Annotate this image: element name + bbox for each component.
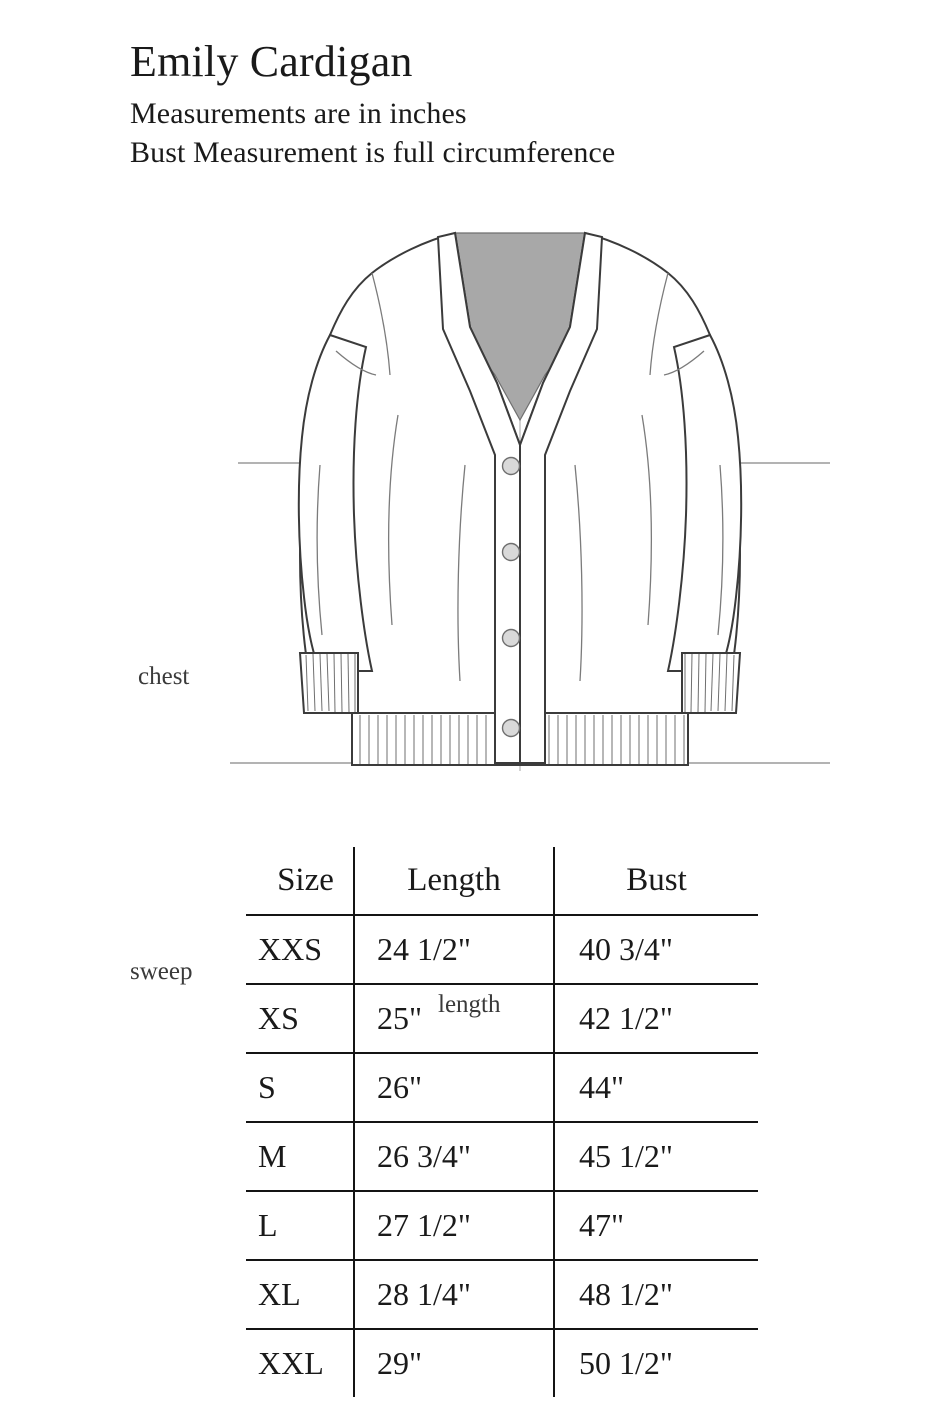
- cell-length: 26": [354, 1053, 554, 1122]
- button-1: [503, 458, 520, 475]
- size-table: [246, 847, 758, 1397]
- cell-size: S: [246, 1053, 354, 1122]
- table-row: [246, 1053, 758, 1122]
- units-note: Measurements are in inches: [130, 96, 467, 130]
- length-label: length: [438, 991, 501, 1018]
- table-row: [246, 984, 758, 1053]
- cell-size: XXS: [246, 915, 354, 984]
- column-header-size: Size: [246, 847, 354, 915]
- table-row: [246, 915, 758, 984]
- cell-bust: 47": [554, 1191, 758, 1260]
- button-3: [503, 630, 520, 647]
- cell-bust: 42 1/2": [554, 984, 758, 1053]
- cell-bust: 44": [554, 1053, 758, 1122]
- size-chart: [246, 847, 758, 1397]
- cell-size: XXL: [246, 1329, 354, 1397]
- page-title: Emily Cardigan: [130, 37, 413, 86]
- cell-length: 26 3/4": [354, 1122, 554, 1191]
- cardigan-illustration: [0, 215, 940, 820]
- cell-size: XS: [246, 984, 354, 1053]
- bust-note: Bust Measurement is full circumference: [130, 135, 616, 169]
- cell-bust: 45 1/2": [554, 1122, 758, 1191]
- document-header: [130, 38, 890, 172]
- cell-bust: 50 1/2": [579, 1345, 673, 1381]
- table-row: [246, 1260, 758, 1329]
- sweep-label: sweep: [130, 958, 193, 985]
- cell-length: 24 1/2": [354, 915, 554, 984]
- cell-size: XL: [246, 1260, 354, 1329]
- table-header-row: [246, 847, 758, 915]
- cell-length: 27 1/2": [354, 1191, 554, 1260]
- chest-label: chest: [138, 663, 190, 690]
- cell-length: 28 1/4": [354, 1260, 554, 1329]
- cell-length: 29": [354, 1329, 554, 1397]
- button-4: [503, 720, 520, 737]
- button-2: [503, 544, 520, 561]
- table-row: [246, 1191, 758, 1260]
- column-header-length: Length: [354, 847, 554, 915]
- cell-length: 25": [354, 984, 554, 1053]
- cell-size: L: [246, 1191, 354, 1260]
- cell-bust: 48 1/2": [554, 1260, 758, 1329]
- table-row: [246, 1329, 758, 1397]
- column-header-bust: Bust: [554, 847, 758, 915]
- cell-bust: 40 3/4": [554, 915, 758, 984]
- table-row: [246, 1122, 758, 1191]
- cell-size: M: [246, 1122, 354, 1191]
